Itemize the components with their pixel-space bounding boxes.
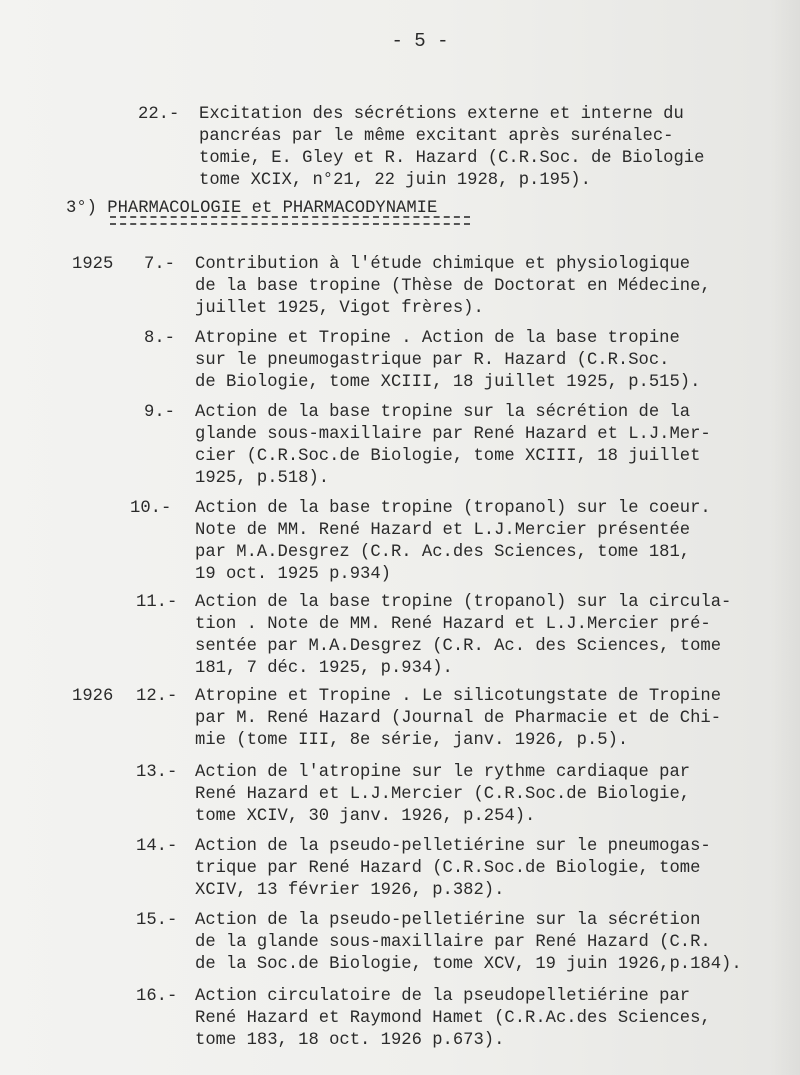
entry-text bbox=[195, 686, 721, 752]
entry-line: de la Soc.de Biologie, tome XCV, 19 juin 1926,p.184). bbox=[195, 955, 742, 974]
entry-number: 8.- bbox=[144, 329, 175, 348]
entry-line: de Biologie, tome XCIII, 18 juillet 1925, p.515). bbox=[195, 373, 701, 392]
entry-number: 9.- bbox=[144, 403, 175, 422]
entry-text bbox=[195, 254, 711, 320]
entry-number: 16.- bbox=[136, 987, 178, 1006]
entry-line: cier (C.R.Soc.de Biologie, tome XCIII, 18 juillet bbox=[195, 447, 701, 466]
entry-line: tome XCIX, n°21, 22 juin 1928, p.195). bbox=[199, 171, 591, 190]
entry-line: tome XCIV, 30 janv. 1926, p.254). bbox=[195, 807, 536, 826]
entry-line: 181, 7 déc. 1925, p.934). bbox=[195, 659, 453, 678]
page-number: - 5 - bbox=[391, 30, 449, 52]
entry-text bbox=[195, 592, 731, 680]
entry-line: sur le pneumogastrique par R. Hazard (C.R.Soc. bbox=[195, 351, 670, 370]
entry-line: de la glande sous-maxillaire par René Hazard (C.R. bbox=[195, 933, 711, 952]
entry-line: tome 183, 18 oct. 1926 p.673). bbox=[195, 1031, 505, 1050]
entry-line: tomie, E. Gley et R. Hazard (C.R.Soc. de Biologie bbox=[199, 149, 705, 168]
entry-line: Action de la pseudo-pelletiérine sur la sécrétion bbox=[195, 911, 701, 930]
entry-text bbox=[195, 986, 711, 1052]
entry-line: Action de l'atropine sur le rythme cardiaque par bbox=[195, 763, 691, 782]
entry-line: mie (tome III, 8e série, janv. 1926, p.5). bbox=[195, 731, 629, 750]
entry-line: Action de la base tropine (tropanol) sur la circula- bbox=[195, 593, 732, 612]
entry-line: Action de la base tropine (tropanol) sur le coeur. bbox=[195, 499, 711, 518]
entry-line: par M. René Hazard (Journal de Pharmacie et de Chi- bbox=[195, 709, 722, 728]
entry-year: 1926 bbox=[72, 687, 114, 706]
entry-line: glande sous-maxillaire par René Hazard et L.J.Mer- bbox=[195, 425, 711, 444]
entry-line: par M.A.Desgrez (C.R. Ac.des Sciences, tome 181, bbox=[195, 543, 691, 562]
entry-line: Action circulatoire de la pseudopelletiérine par bbox=[195, 987, 691, 1006]
entry-line: 1925, p.518). bbox=[195, 469, 330, 488]
entry-line: Contribution à l'étude chimique et physiologique bbox=[195, 255, 691, 274]
entry-text bbox=[195, 836, 711, 902]
entry-text bbox=[195, 498, 711, 586]
entry-line: René Hazard et Raymond Hamet (C.R.Ac.des Sciences, bbox=[195, 1009, 711, 1028]
entry-line: tion . Note de MM. René Hazard et L.J.Mercier pré- bbox=[195, 615, 711, 634]
entry-text bbox=[195, 910, 742, 976]
entry-number: 15.- bbox=[136, 911, 178, 930]
page-edge-shadow bbox=[770, 0, 800, 1075]
entry-text bbox=[195, 328, 700, 394]
entry-number: 10.- bbox=[130, 499, 172, 518]
entry-line: XCIV, 13 février 1926, p.382). bbox=[195, 881, 505, 900]
entry-line: trique par René Hazard (C.R.Soc.de Biologie, tome bbox=[195, 859, 701, 878]
entry-text bbox=[195, 402, 711, 490]
entry-line: pancréas par le même excitant après surénalec- bbox=[199, 127, 674, 146]
entry-year: 1925 bbox=[72, 255, 114, 274]
entry-line: de la base tropine (Thèse de Doctorat en Médecine, bbox=[195, 277, 711, 296]
entry-line: Atropine et Tropine . Le silicotungstate de Tropine bbox=[195, 687, 722, 706]
entry-number: 13.- bbox=[136, 763, 178, 782]
entry-number: 12.- bbox=[136, 687, 178, 706]
entry-number: 7.- bbox=[144, 255, 175, 274]
entry-number: 14.- bbox=[136, 837, 178, 856]
entry-text bbox=[199, 104, 704, 192]
entry-number: 11.- bbox=[136, 593, 178, 612]
entry-line: Excitation des sécrétions externe et interne du bbox=[199, 105, 684, 124]
entry-line: Action de la pseudo-pelletiérine sur le pneumogas- bbox=[195, 837, 711, 856]
entry-line: Action de la base tropine sur la sécrétion de la bbox=[195, 403, 691, 422]
entry-number: 22.- bbox=[138, 105, 180, 124]
entry-line: juillet 1925, Vigot frères). bbox=[195, 299, 484, 318]
section-underline bbox=[110, 216, 470, 225]
entry-text bbox=[195, 762, 690, 828]
entry-line: Note de MM. René Hazard et L.J.Mercier présentée bbox=[195, 521, 691, 540]
entry-line: sentée par M.A.Desgrez (C.R. Ac. des Sciences, tome bbox=[195, 637, 722, 656]
entry-line: René Hazard et L.J.Mercier (C.R.Soc.de Biologie, bbox=[195, 785, 691, 804]
section-heading: 3°) PHARMACOLOGIE et PHARMACODYNAMIE bbox=[66, 199, 438, 218]
entry-line: Atropine et Tropine . Action de la base tropine bbox=[195, 329, 680, 348]
entry-line: 19 oct. 1925 p.934) bbox=[195, 565, 391, 584]
